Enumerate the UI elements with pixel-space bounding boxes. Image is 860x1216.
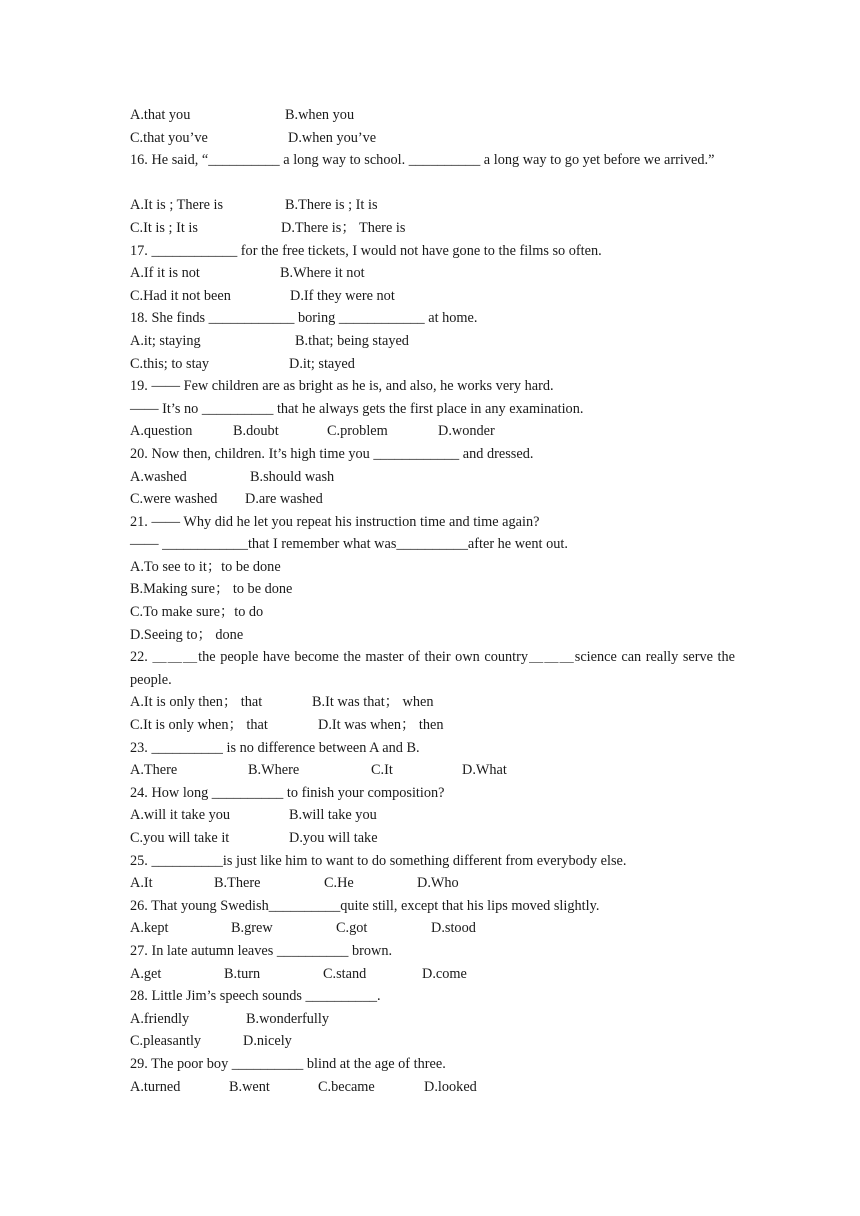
option-c: C.became <box>318 1078 375 1095</box>
option-line <box>130 804 735 827</box>
option-b: B.It was that； when <box>312 694 434 711</box>
question-24: 24. How long __________ to finish your composition? <box>130 784 445 801</box>
option-line <box>130 1008 735 1031</box>
option-line <box>130 127 735 150</box>
option-c: C.He <box>324 875 354 892</box>
option-d: D.Who <box>417 875 459 892</box>
option-c: C.pleasantly <box>130 1033 202 1050</box>
option-a: A.question <box>130 423 193 440</box>
question-21-reply: —— ____________that I remember what was__________after he went out. <box>130 536 568 553</box>
option-b: B.Where it not <box>280 265 365 282</box>
option-d: D.stood <box>431 920 476 937</box>
question-23: 23. __________ is no difference between A and B. <box>130 739 420 756</box>
option-b: B.There <box>214 875 261 892</box>
question-28: 28. Little Jim’s speech sounds __________. <box>130 988 381 1005</box>
document-page <box>130 104 735 1098</box>
question-19-reply: —— It’s no __________ that he always gets the first place in any examination. <box>130 400 584 417</box>
option-line <box>130 1030 735 1053</box>
option-c: C.stand <box>323 965 367 982</box>
option-b: B.Where <box>248 762 300 779</box>
option-d: D.you will take <box>289 830 378 846</box>
option-d: D.it; stayed <box>289 355 355 372</box>
option-c: C.It <box>371 762 393 779</box>
question-22: 22. ＿＿＿the people have become the master of their own country＿＿＿science can really serve the people. <box>130 649 735 688</box>
option-d: D.If they were not <box>290 287 395 304</box>
option-line <box>130 1076 735 1099</box>
option-line <box>130 285 735 308</box>
question-17: 17. ____________ for the free tickets, I would not have gone to the films so often. <box>130 242 602 259</box>
option-a: A.turned <box>130 1078 181 1095</box>
option-b: B.There is ; It is <box>285 197 378 214</box>
option-a: A.It is ; There is <box>130 197 224 214</box>
option-a: A.get <box>130 965 162 982</box>
question-29: 29. The poor boy __________ blind at the age of three. <box>130 1055 446 1072</box>
option-d: D.come <box>422 965 467 982</box>
option-a: A.There <box>130 762 178 779</box>
option-line <box>130 217 735 240</box>
option-c: C.It is ; It is <box>130 219 198 236</box>
option-line <box>130 330 735 353</box>
option-d: D.Seeing to； done <box>130 626 244 643</box>
option-a: A.washed <box>130 468 187 485</box>
option-d: D.looked <box>424 1078 477 1095</box>
question-21: 21. —— Why did he let you repeat his instruction time and time again? <box>130 513 540 530</box>
question-27: 27. In late autumn leaves __________ brown. <box>130 942 393 959</box>
option-b: B.that; being stayed <box>295 332 409 349</box>
option-c: C.It is only when； that <box>130 717 268 734</box>
option-a: A.kept <box>130 920 169 937</box>
option-a: A.It is only then； that <box>130 694 263 711</box>
option-a: A.it; staying <box>130 332 201 349</box>
option-d: D.nicely <box>243 1033 292 1050</box>
option-b: B.grew <box>231 920 273 937</box>
option-d: D.There is； There is <box>281 219 406 236</box>
option-line <box>130 466 735 489</box>
option-d: D.What <box>462 762 507 779</box>
question-19: 19. —— Few children are as bright as he is, and also, he works very hard. <box>130 378 554 395</box>
option-c: C.were washed <box>130 491 218 508</box>
option-line <box>130 872 735 895</box>
option-line <box>130 714 735 737</box>
option-b: B.went <box>229 1078 270 1095</box>
option-b: B.wonderfully <box>246 1010 329 1027</box>
question-16: 16. He said, “__________ a long way to school. __________ a long way to go yet before we arrived.” <box>130 152 715 169</box>
option-b: B.should wash <box>250 468 335 485</box>
option-line <box>130 827 735 850</box>
option-c: C.got <box>336 920 368 937</box>
question-20: 20. Now then, children. It’s high time you ____________ and dressed. <box>130 445 534 462</box>
option-line <box>130 759 735 782</box>
option-line <box>130 420 735 443</box>
option-c: C.problem <box>327 423 388 440</box>
option-line <box>130 691 735 714</box>
question-26: 26. That young Swedish__________quite still, except that his lips moved slightly. <box>130 897 600 914</box>
option-d: D.when you’ve <box>288 129 377 146</box>
question-25: 25. __________is just like him to want to do something different from everybody else. <box>130 852 627 869</box>
option-line <box>130 488 735 511</box>
option-c: C.this; to stay <box>130 355 210 372</box>
question-18: 18. She finds ____________ boring ____________ at home. <box>130 310 478 327</box>
option-a: A.that you <box>130 107 191 123</box>
option-b: B.will take you <box>289 807 377 824</box>
option-c: C.Had it not been <box>130 287 231 304</box>
option-c: C.To make sure；to do <box>130 604 264 621</box>
option-line <box>130 963 735 986</box>
option-b: B.doubt <box>233 423 279 440</box>
option-a: A.friendly <box>130 1010 190 1027</box>
option-line <box>130 353 735 376</box>
option-line <box>130 104 735 127</box>
option-b: B.Making sure； to be done <box>130 581 293 598</box>
option-d: D.wonder <box>438 423 495 440</box>
option-line <box>130 194 735 217</box>
option-c: C.you will take it <box>130 830 230 846</box>
option-a: A.It <box>130 875 153 892</box>
option-line <box>130 917 735 940</box>
option-b: B.when you <box>285 107 355 123</box>
option-d: D.It was when； then <box>318 717 444 734</box>
option-a: A.will it take you <box>130 807 231 824</box>
option-d: D.are washed <box>245 491 323 508</box>
option-a: A.To see to it；to be done <box>130 558 281 575</box>
option-a: A.If it is not <box>130 265 200 282</box>
option-line <box>130 262 735 285</box>
option-c: C.that you’ve <box>130 129 208 146</box>
option-b: B.turn <box>224 965 261 982</box>
